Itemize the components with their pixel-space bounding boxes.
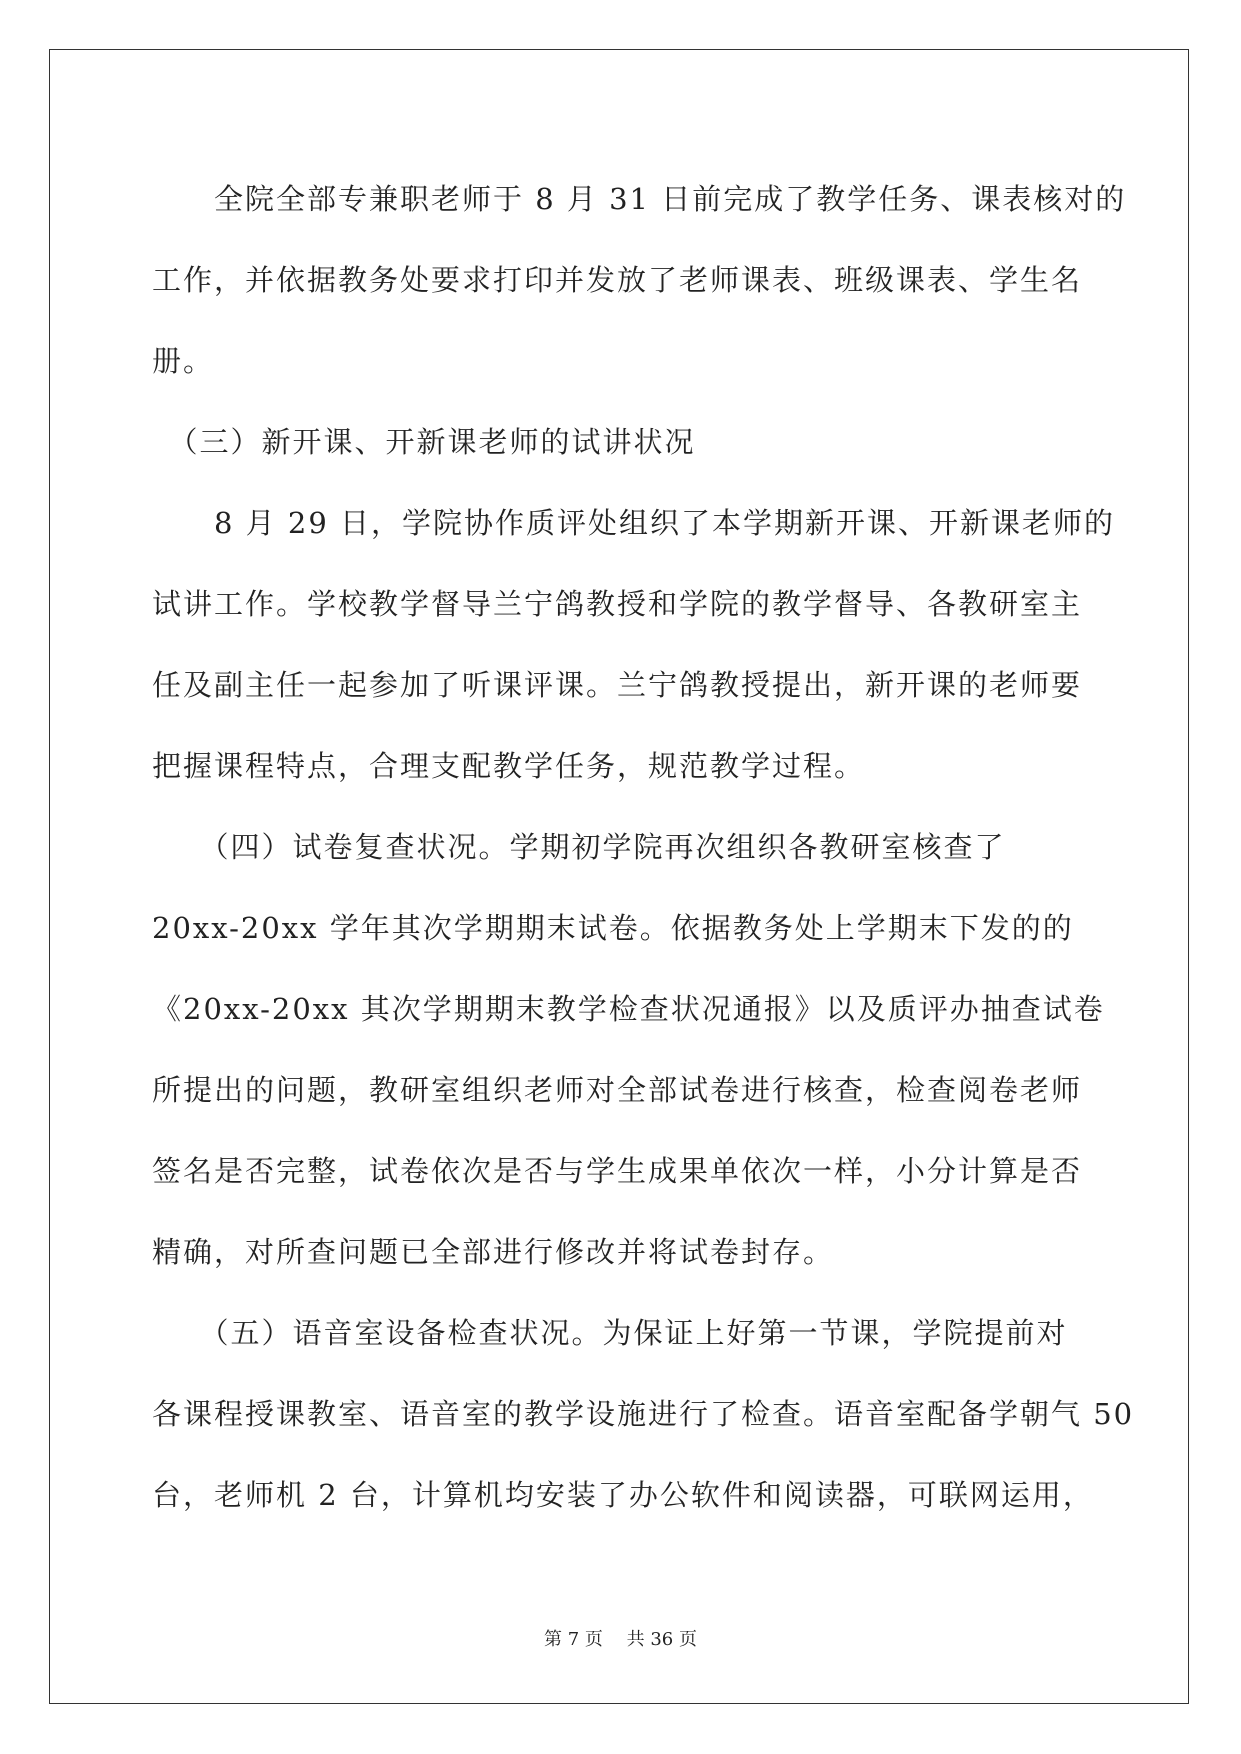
text-line: 任及副主任一起参加了听课评课。兰宁鸽教授提出，新开课的老师要 (152, 668, 1083, 702)
text-line: 各课程授课教室、语音室的教学设施进行了检查。语音室配备学朝气 50 (152, 1397, 1135, 1431)
text-line: 精确，对所查问题已全部进行修改并将试卷封存。 (152, 1235, 835, 1269)
page-number-footer: 第 7 页 共 36 页 (544, 1629, 697, 1650)
document-body (152, 159, 1135, 1536)
text-line: 《20xx-20xx 其次学期期末教学检查状况通报》以及质评办抽查试卷 (152, 992, 1105, 1026)
text-line: 签名是否完整，试卷依次是否与学生成果单依次一样，小分计算是否 (152, 1154, 1083, 1188)
text-line: 把握课程特点，合理支配教学任务，规范教学过程。 (152, 749, 866, 783)
text-line: 8 月 29 日，学院协作质评处组织了本学期新开课、开新课老师的 (152, 506, 1116, 540)
text-line: 工作，并依据教务处要求打印并发放了老师课表、班级课表、学生名 (152, 263, 1083, 297)
text-line: （四）试卷复查状况。学期初学院再次组织各教研室核查了 (152, 830, 1006, 864)
text-line: 20xx-20xx 学年其次学期期末试卷。依据教务处上学期末下发的的 (152, 911, 1074, 945)
text-line: 台，老师机 2 台，计算机均安装了办公软件和阅读器，可联网运用， (152, 1478, 1094, 1512)
text-line: 试讲工作。学校教学督导兰宁鸽教授和学院的教学督导、各教研室主 (152, 587, 1083, 621)
text-line: 全院全部专兼职老师于 8 月 31 日前完成了教学任务、课表核对的 (152, 182, 1127, 216)
text-line: 所提出的问题，教研室组织老师对全部试卷进行核查，检查阅卷老师 (152, 1073, 1083, 1107)
text-line: 册。 (152, 344, 215, 378)
text-line: （五）语音室设备检查状况。为保证上好第一节课，学院提前对 (152, 1316, 1068, 1350)
section-heading: （三）新开课、开新课老师的试讲状况 (152, 425, 696, 459)
